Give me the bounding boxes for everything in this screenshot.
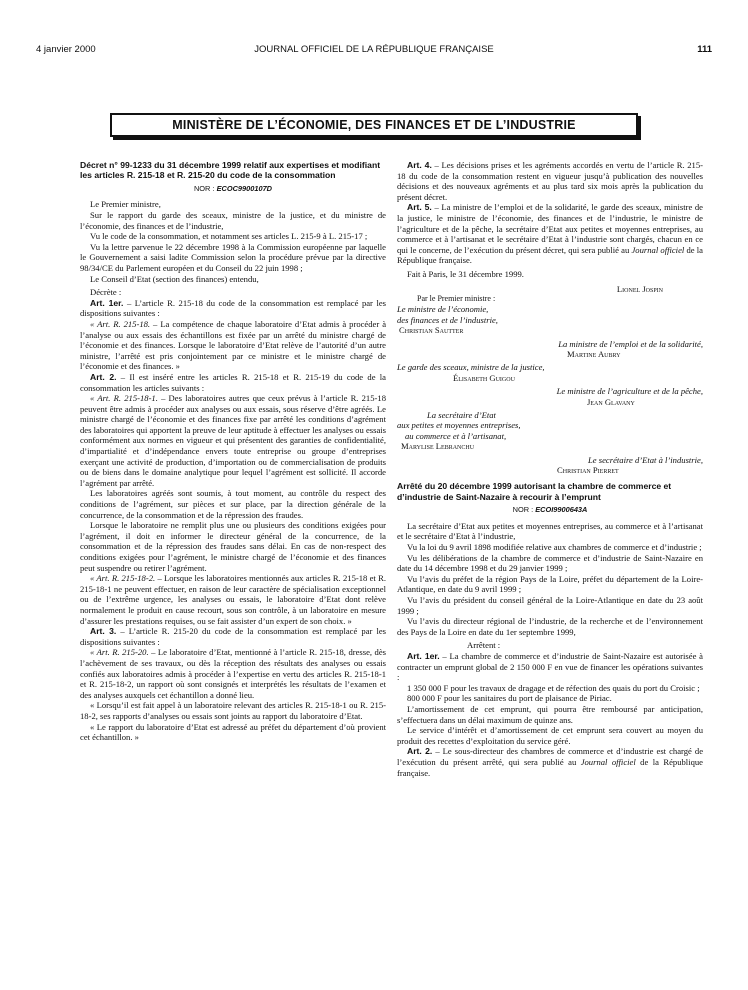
page-number: 111 [697,44,712,55]
decrete: Décrète : [90,287,122,298]
article-3 [80,626,386,647]
quote-label: « Art. R. 215-18-1. [90,393,158,404]
left-column [80,160,386,743]
article-text: – Le sous-directeur des chambres de commerce et d’industrie est chargé de l’exécution du présent arrêté, qui sera publié au [397,746,704,767]
quote-label: « Art. R. 215-18-2. [90,573,156,584]
article-label: Art. 5. [407,202,432,213]
article-text: – L’article R. 215-20 du code de la consommation est remplacé par les dispositions suivantes : [80,626,386,647]
arrete-paragraph: Vu l’avis du préfet de la région Pays de la Loire, préfet du département de la Loire-Atlantique, en date du 9 avril 1999 ; [397,573,703,595]
arrete-paragraph: Vu la loi du 9 avril 1898 modifiée relative aux chambres de commerce et d’industrie ; [407,542,702,553]
journal-officiel: Journal officiel [580,756,636,767]
page-header [36,44,712,58]
decree-title: Décret n° 99-1233 du 31 décembre 1999 relatif aux expertises et modifiant les articles R. 215-18 et R. 215-20 du code de la consommation [80,160,381,181]
decree-nor [80,184,386,195]
article-label: Art. 1er. [90,297,124,308]
article-text: – Il est inséré entre les articles R. 215-18 et R. 215-19 du code de la consommation les articles suivants : [80,371,386,393]
nor-code: ECOC9900107D [216,183,273,193]
list-item: 1 350 000 F pour les travaux de dragage et de réfection des quais du port du Croisic ; [407,682,700,693]
signatures [397,284,703,476]
quote-label: « Art. R. 215-18. [90,318,151,329]
quote-text: – Lorsque les laboratoires mentionnés aux articles R. 215-18 et R. 215-18-1 ne peuvent effectuer, en raison de leur caractère de spécialisation exceptionnel ou de l’extrême urgence, les analyses ou essais, le laboratoire d’Etat dont relève normalement le produit en cause recourt, sous son contrôle, à un laboratoire en mesure d’assurer les prestations requises, ou se fait assister d’un expert de son choix. » [80,573,386,626]
paragraph: Les laboratoires agréés sont soumis, à tout moment, au contrôle du respect des conditions de l’agrément, sur pièces et sur place, par la direction générale de la concurrence, de la consommation et de la répression des fraudes. [80,488,386,520]
preamble-line: Le Conseil d’Etat (section des finances) entendu, [90,273,259,284]
nor-label: NOR : [512,505,534,515]
right-column [397,160,703,778]
arretent: Arrêtent : [467,640,501,651]
journal-officiel: Journal officiel [631,244,685,255]
list-item: 800 000 F pour les sanitaires du port de plaisance de Piriac. [407,693,612,704]
preamble-line: Sur le rapport du garde des sceaux, ministre de la justice, et du ministre de l’économie, des finances et de l’industrie, [80,210,386,231]
signatory-role: La secrétaire d’Etat [427,410,496,420]
journal-title: JOURNAL OFFICIEL DE LA RÉPUBLIQUE FRANÇAISE [254,44,494,55]
arrete-paragraph: Vu les délibérations de la chambre de commerce et d’industrie de Saint-Nazaire en date du 14 décembre 1998 et du 29 janvier 1999 ; [397,552,703,574]
signatory-name: Lionel Jospin [616,283,663,294]
quote-text: – Le laboratoire d’Etat, mentionné à l’article R. 215-18, dresse, dès l’achèvement de ses travaux, ou dès la réception des résultats des analyses ou essais confiés aux laboratoires admis à procéder à l’expertise en vertu des articles R. 215-18-1 et R. 215-18-2, un rapport où sont consignés et interprétés les résultats de l’examen et des analyses auxquels cet échantillon a donné lieu. [80,647,387,700]
article-4 [397,160,703,202]
article-text: – La ministre de l’emploi et de la solidarité, le garde des sceaux, ministre de la justice, le ministre de l’économie, des finances et de l’industrie, le ministre de l’agriculture et de la pêche, la secrétaire d’Etat aux petites et moyennes entreprises, au commerce et à l’artisanat et le secrétaire d’Etat à l’industrie sont chargés, chacun en ce qui le concerne, de l’exécution du présent décret, qui sera publié au [397,202,703,255]
signatory-name: Élisabeth Guigou [453,372,515,383]
paragraph: L’amortissement de cet emprunt, qui pourra être remboursé par anticipation, s’effectuera dans un délai maximum de quinze ans. [397,703,703,725]
paragraph: « Le rapport du laboratoire d’Etat est adressé au préfet du département d’où provient cet échantillon. » [80,721,386,743]
article-2 [80,372,386,393]
article-label: Art. 2. [407,746,433,757]
article-1-quote [80,319,386,372]
article-label: Art. 1er. [407,650,440,661]
signatory-role: Le ministre de l’économie, [397,304,489,315]
arrete-nor [397,505,703,516]
paragraph: Lorsque le laboratoire ne remplit plus une ou plusieurs des conditions exigées pour l’agrément, il doit en informer le directeur général de la concurrence, de la consommation et de la répression des fraudes sans délai. En cas de non-respect des conditions exigées pour l’agrément, le ministre chargé de l’économie et des finances peut suspendre ou retirer l’agrément. [80,520,386,573]
signatory-name: Christian Sautter [399,325,464,336]
article-5 [397,202,703,266]
article-1 [80,298,386,319]
article-2-quote-2 [80,573,386,626]
article-label: Art. 2. [90,371,117,382]
article-text: – La chambre de commerce et d’industrie de Saint-Nazaire est autorisée à contracter un emprunt global de 2 150 000 F en vue de financer les opérations suivantes : [397,650,703,683]
article-text-end: de la République française. [397,244,703,266]
quote-label: « Art. R. 215-20. [90,647,149,658]
preamble-line: Le Premier ministre, [90,199,161,210]
signatory-name: Jean Glavany [587,396,635,407]
fait-a-paris: Fait à Paris, le 31 décembre 1999. [407,268,524,279]
arrete-article-1 [397,651,703,683]
article-label: Art. 3. [90,626,117,637]
article-2-quote-1 [80,393,386,488]
nor-code: ECOI9900643A [535,505,588,515]
signatory-role: Le ministre de l’agriculture et de la pêche, [556,386,703,397]
article-text: – L’article R. 215-18 du code de la consommation est remplacé par les dispositions suivantes : [80,297,386,319]
article-text-end: de la République française. [397,756,703,778]
preamble-line: Vu le code de la consommation, et notamment ses articles L. 215-9 à L. 215-17 ; [90,231,368,242]
signatory-role: Le secrétaire d’Etat à l’industrie, [588,454,703,465]
article-3-quote [80,647,386,700]
quote-text: – Des laboratoires autres que ceux prévus à l’article R. 215-18 peuvent être admis à procéder aux analyses ou aux essais, sous réserve d’être agréés. Le ministre chargé de l’économie et des finances fixe par arrêté les conditions d’agrément des laboratoires qui apportent la preuve de leur aptitude à effectuer les analyses ou essais conformément aux normes en vigueur et qui présentent des garanties de confidentialité, d’impartialité et d’indépendance envers toute entreprise ou groupe d’entreprises exerçant une activité de production, d’importation ou de commercialisation de produits ou de biens dans le domaine analytique pour lequel l’agrément est sollicité. Il accorde l’agrément par arrêté. [80,393,386,488]
pm-label: Par le Premier ministre : [417,293,496,303]
nor-label: NOR : [193,183,215,193]
article-text: – Les décisions prises et les agréments accordés en vertu de l’article R. 215-18 du code de la consommation restent en vigueur jusqu’à publication des nouvelles décisions et des nouveaux agréments et au plus tard six mois après la publication du présent décret. [397,160,703,202]
ministry-heading: MINISTÈRE DE L’ÉCONOMIE, DES FINANCES ET DE L’INDUSTRIE [110,113,638,137]
arrete-paragraph: Vu l’avis du président du conseil général de la Loire-Atlantique en date du 23 août 1999 ; [397,595,703,616]
signatory-name: Christian Pierret [557,465,619,476]
paragraph: Le service d’intérêt et d’amortissement de cet emprunt sera couvert au moyen du produit des recettes d’exploitation du service géré. [397,725,703,746]
article-label: Art. 4. [407,160,432,170]
signatory-name: Marylise Lebranchu [401,441,475,452]
signatory-name: Martine Aubry [567,348,621,359]
arrete-title: Arrêté du 20 décembre 1999 autorisant la chambre de commerce et d’industrie de Saint-Nazaire à recourir à l’emprunt [397,481,672,502]
signatory-role: Le garde des sceaux, ministre de la justice, [397,362,545,373]
quote-text: – La compétence de chaque laboratoire d’Etat admis à procéder à l’analyse ou aux essais des échantillons est fixée par un arrêté du ministre chargé de l’économie et des finances. Lorsque le laboratoire d’Etat relève de l’autorité d’un autre ministre, l’arrêté est pris conjointement par ce ministre et le ministre chargé de l’économie et des finances. » [80,318,387,372]
signatory-role: au commerce et à l’artisanat, [405,430,507,441]
preamble-line: Vu la lettre parvenue le 22 décembre 1998 à la Commission européenne par laquelle le Gouvernement a saisi ladite Commission selon la procédure prévue par la directive 98/34/CE du Parlement européen et du Conseil du 22 juin 1998 ; [80,241,386,273]
signatory-role: aux petites et moyennes entreprises, [397,420,521,431]
arrete-paragraph: La secrétaire d’Etat aux petites et moyennes entreprises, au commerce et à l’artisanat et le secrétaire d’Etat à l’industrie, [397,520,703,542]
paragraph: « Lorsqu’il est fait appel à un laboratoire relevant des articles R. 215-18-1 ou R. 215-18-2, ses rapports d’analyses ou essais sont joints au rapport du laboratoire d’Etat. [80,700,386,721]
arrete-article-2 [397,746,703,778]
signatory-role: La ministre de l’emploi et de la solidarité, [558,338,703,349]
signatory-role: des finances et de l’industrie, [397,314,498,325]
arrete-paragraph: Vu l’avis du directeur régional de l’industrie, de la recherche et de l’environnement des Pays de la Loire en date du 1er septembre 1999, [397,616,703,637]
issue-date: 4 janvier 2000 [36,44,96,55]
